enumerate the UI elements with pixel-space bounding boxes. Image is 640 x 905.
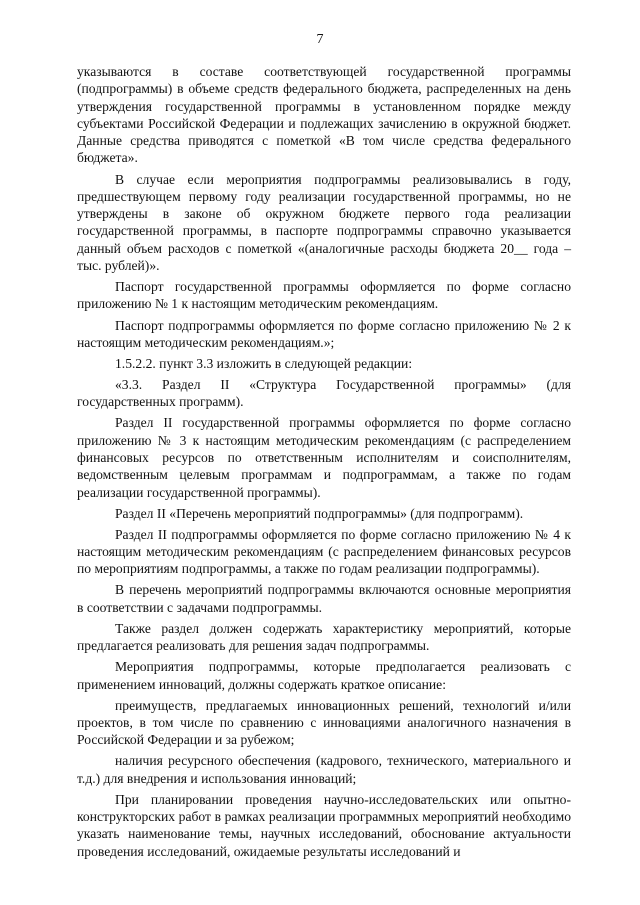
paragraph: Паспорт государственной программы оформляется по форме согласно приложению № 1 к настоящим методическим рекомендациям.: [77, 279, 571, 312]
paragraph: наличия ресурсного обеспечения (кадрового, технического, материального и т.д.) для внедрения и использования инноваций;: [77, 753, 571, 786]
paragraph: Паспорт подпрограммы оформляется по форме согласно приложению № 2 к настоящим методическим рекомендациям.»;: [77, 317, 571, 350]
paragraph: В случае если мероприятия подпрограммы реализовывались в году, предшествующем первому году реализации государственной программы, но не утверждены в законе об окружном бюджете первого года реализации государственной программы, в паспорте подпрограммы справочно указывается данный объем расходов с пометкой «(аналогичные расходы бюджета 20__ года – тыс. рублей)».: [77, 171, 571, 274]
paragraph: указываются в составе соответствующей государственной программы (подпрограммы) в объеме средств федерального бюджета, распределенных на день утверждения государственной программы в установленном порядке между субъектами Российской Федерации и подлежащих зачислению в окружной бюджет. Данные средства приводятся с пометкой «В том числе средства федерального бюджета».: [77, 64, 571, 166]
page-number: 7: [316, 32, 324, 47]
paragraph: Мероприятия подпрограммы, которые предполагается реализовать с применением инноваций, должны содержать краткое описание:: [77, 659, 571, 692]
paragraph: При планировании проведения научно-исследовательских или опытно-конструкторских работ в рамках реализации программных мероприятий необходимо указать наименование темы, научных исследований, обоснование актуальности проведения исследований, ожидаемые результаты исследований и: [77, 791, 571, 859]
paragraph: Раздел II государственной программы оформляется по форме согласно приложению № 3 к настоящим методическим рекомендациям (с распределением финансовых ресурсов по ответственным исполнителям и соисполнителям, ведомственным целевым программам и подпрограммам, а также по годам реализации государственной программы).: [77, 415, 571, 500]
paragraph: 1.5.2.2. пункт 3.3 изложить в следующей редакции:: [115, 355, 413, 371]
paragraph: «3.3. Раздел II «Структура Государственной программы» (для государственных программ).: [77, 377, 571, 410]
document-body: [77, 63, 571, 864]
paragraph: Раздел II «Перечень мероприятий подпрограммы» (для подпрограмм).: [115, 505, 524, 521]
paragraph: Также раздел должен содержать характеристику мероприятий, которые предлагается реализовать для решения задач подпрограммы.: [77, 620, 571, 654]
paragraph: преимуществ, предлагаемых инновационных решений, технологий и/или проектов, в том числе по сравнению с инновациями аналогичного назначения в Российской Федерации и за рубежом;: [77, 697, 571, 748]
paragraph: В перечень мероприятий подпрограммы включаются основные мероприятия в соответствии с задачами подпрограммы.: [77, 582, 571, 615]
paragraph: Раздел II подпрограммы оформляется по форме согласно приложению № 4 к настоящим методическим рекомендациям (с распределением финансовых ресурсов по мероприятиям подпрограммы, а также по годам реализации подпрограммы).: [77, 526, 571, 577]
